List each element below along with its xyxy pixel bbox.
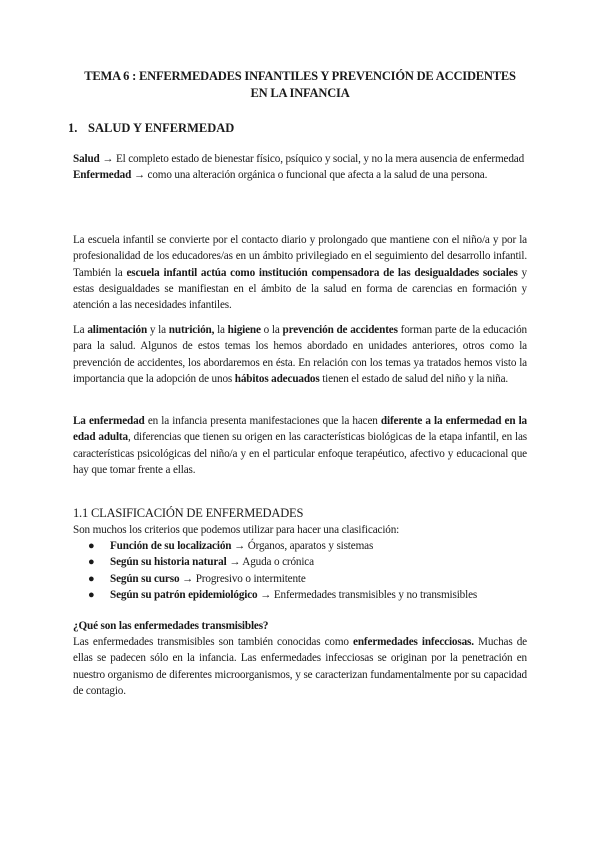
document-title [60,68,540,102]
question-text-2: Muchas de ellas se padecen sólo en la infancia. Las enfermedades infecciosas se originan por la penetración en nuestro organismo de diferentes microorganismos, y se caracterizan fundamentalmente por su capacidad de contagio. [73,636,527,697]
paragraph-educacion-salud [73,322,527,387]
section-1-1-heading: 1.1 CLASIFICACIÓN DE ENFERMEDADES [73,506,304,520]
section-1-title: SALUD Y ENFERMEDAD [88,121,235,135]
para2-text-4: o la [260,324,283,336]
bullet-icon: ● [88,556,95,569]
bullet-icon: ● [88,588,95,601]
para2-text-6: tienen el estado de salud del niño y la niña. [319,372,509,385]
classification-list [73,538,533,603]
list-item-text: → Órganos, aparatos y sistemas [231,540,374,552]
list-item-text: → Progresivo o intermitente [182,572,306,585]
question-heading: ¿Qué son las enfermedades transmisibles? [73,620,269,632]
question-text-1: Las enfermedades transmisibles son también conocidas como [73,636,354,648]
para3-text-2: , diferencias que tienen su origen en las características biológicas de la etapa infantil, en las características psicológicas del niño/a y en el particular enfoque terapéutico, afectivo y educacional que hay que tomar frente a ellas. [73,431,528,476]
paragraph-enfermedades-transmisibles [73,634,527,699]
bullet-icon: ● [88,572,95,585]
para1-text-2: y estas desigualdades se manifiestan en el ámbito de la salud en forma de carencias en formación y atención a las necesidades infantiles. [73,266,528,312]
list-item [73,538,533,554]
para3-bold-1: La enfermedad [73,415,145,427]
para2-bold-3: higiene [227,324,261,336]
list-item-text: → Aguda o crónica [226,556,314,569]
title-line-1: TEMA 6 : ENFERMEDADES INFANTILES Y PREVENCIÓN DE ACCIDENTES [84,69,516,83]
list-item-term: Según su historia natural [110,556,227,569]
para2-bold-5: hábitos adecuados [234,372,320,385]
list-item [73,554,533,570]
para3-bold-2: diferente a la enfermedad en la edad adulta [73,415,527,444]
para2-text-3: la [214,324,228,336]
paragraph-escuela-infantil [73,232,527,313]
question-bold-1: enfermedades infecciosas. [353,636,474,648]
para2-text-2: y la [147,324,169,336]
definition-salud-text: → El completo estado de bienestar físico, psíquico y social, y no la mera ausencia de enfermedad [99,153,525,165]
definitions-paragraph [73,151,527,184]
term-salud: Salud [73,153,100,165]
para2-text-5: forman parte de la educación para la salud. Algunos de estos temas los hemos abordado en unidades anteriores, otros como la prevención de accidentes, los abordaremos en ésta. En relación con los temas ya tratados hemos visto la importancia que la adopción de unos [73,324,527,385]
list-item-text: → Enfermedades transmisibles y no transmisibles [257,588,478,601]
list-item-term: Función de su localización [110,540,232,552]
list-item [73,571,533,587]
definition-enfermedad [73,167,527,183]
classification-intro: Son muchos los criterios que podemos utilizar para hacer una clasificación: [73,524,400,536]
para1-bold-1: escuela infantil actúa como institución compensadora de las desigualdades sociales [126,266,518,279]
para1-text-1: La escuela infantil se convierte por el contacto diario y prolongado que mantiene con el niño/a y por la profesionalidad de los educadores/as en un ámbito privilegiado en el seguimiento del desarrollo infantil. También la [73,234,527,279]
definition-enfermedad-text: → como una alteración orgánica o funcional que afecta a la salud de una persona. [131,169,488,182]
section-1-heading [68,120,234,136]
section-1-number: 1. [68,121,78,135]
para2-text-1: La [73,324,88,336]
para2-bold-2: nutrición, [168,324,215,336]
para3-text-1: en la infancia presenta manifestaciones que la hacen [144,415,381,427]
definition-salud [73,151,527,167]
list-item [73,587,533,603]
term-enfermedad: Enfermedad [73,169,132,182]
title-line-2: EN LA INFANCIA [250,86,350,100]
para2-bold-1: alimentación [87,324,148,336]
list-item-term: Según su patrón epidemiológico [110,588,258,601]
bullet-icon: ● [88,540,95,552]
paragraph-enfermedad-infancia [73,413,527,478]
list-item-term: Según su curso [110,572,183,585]
para2-bold-4: prevención de accidentes [282,324,398,336]
